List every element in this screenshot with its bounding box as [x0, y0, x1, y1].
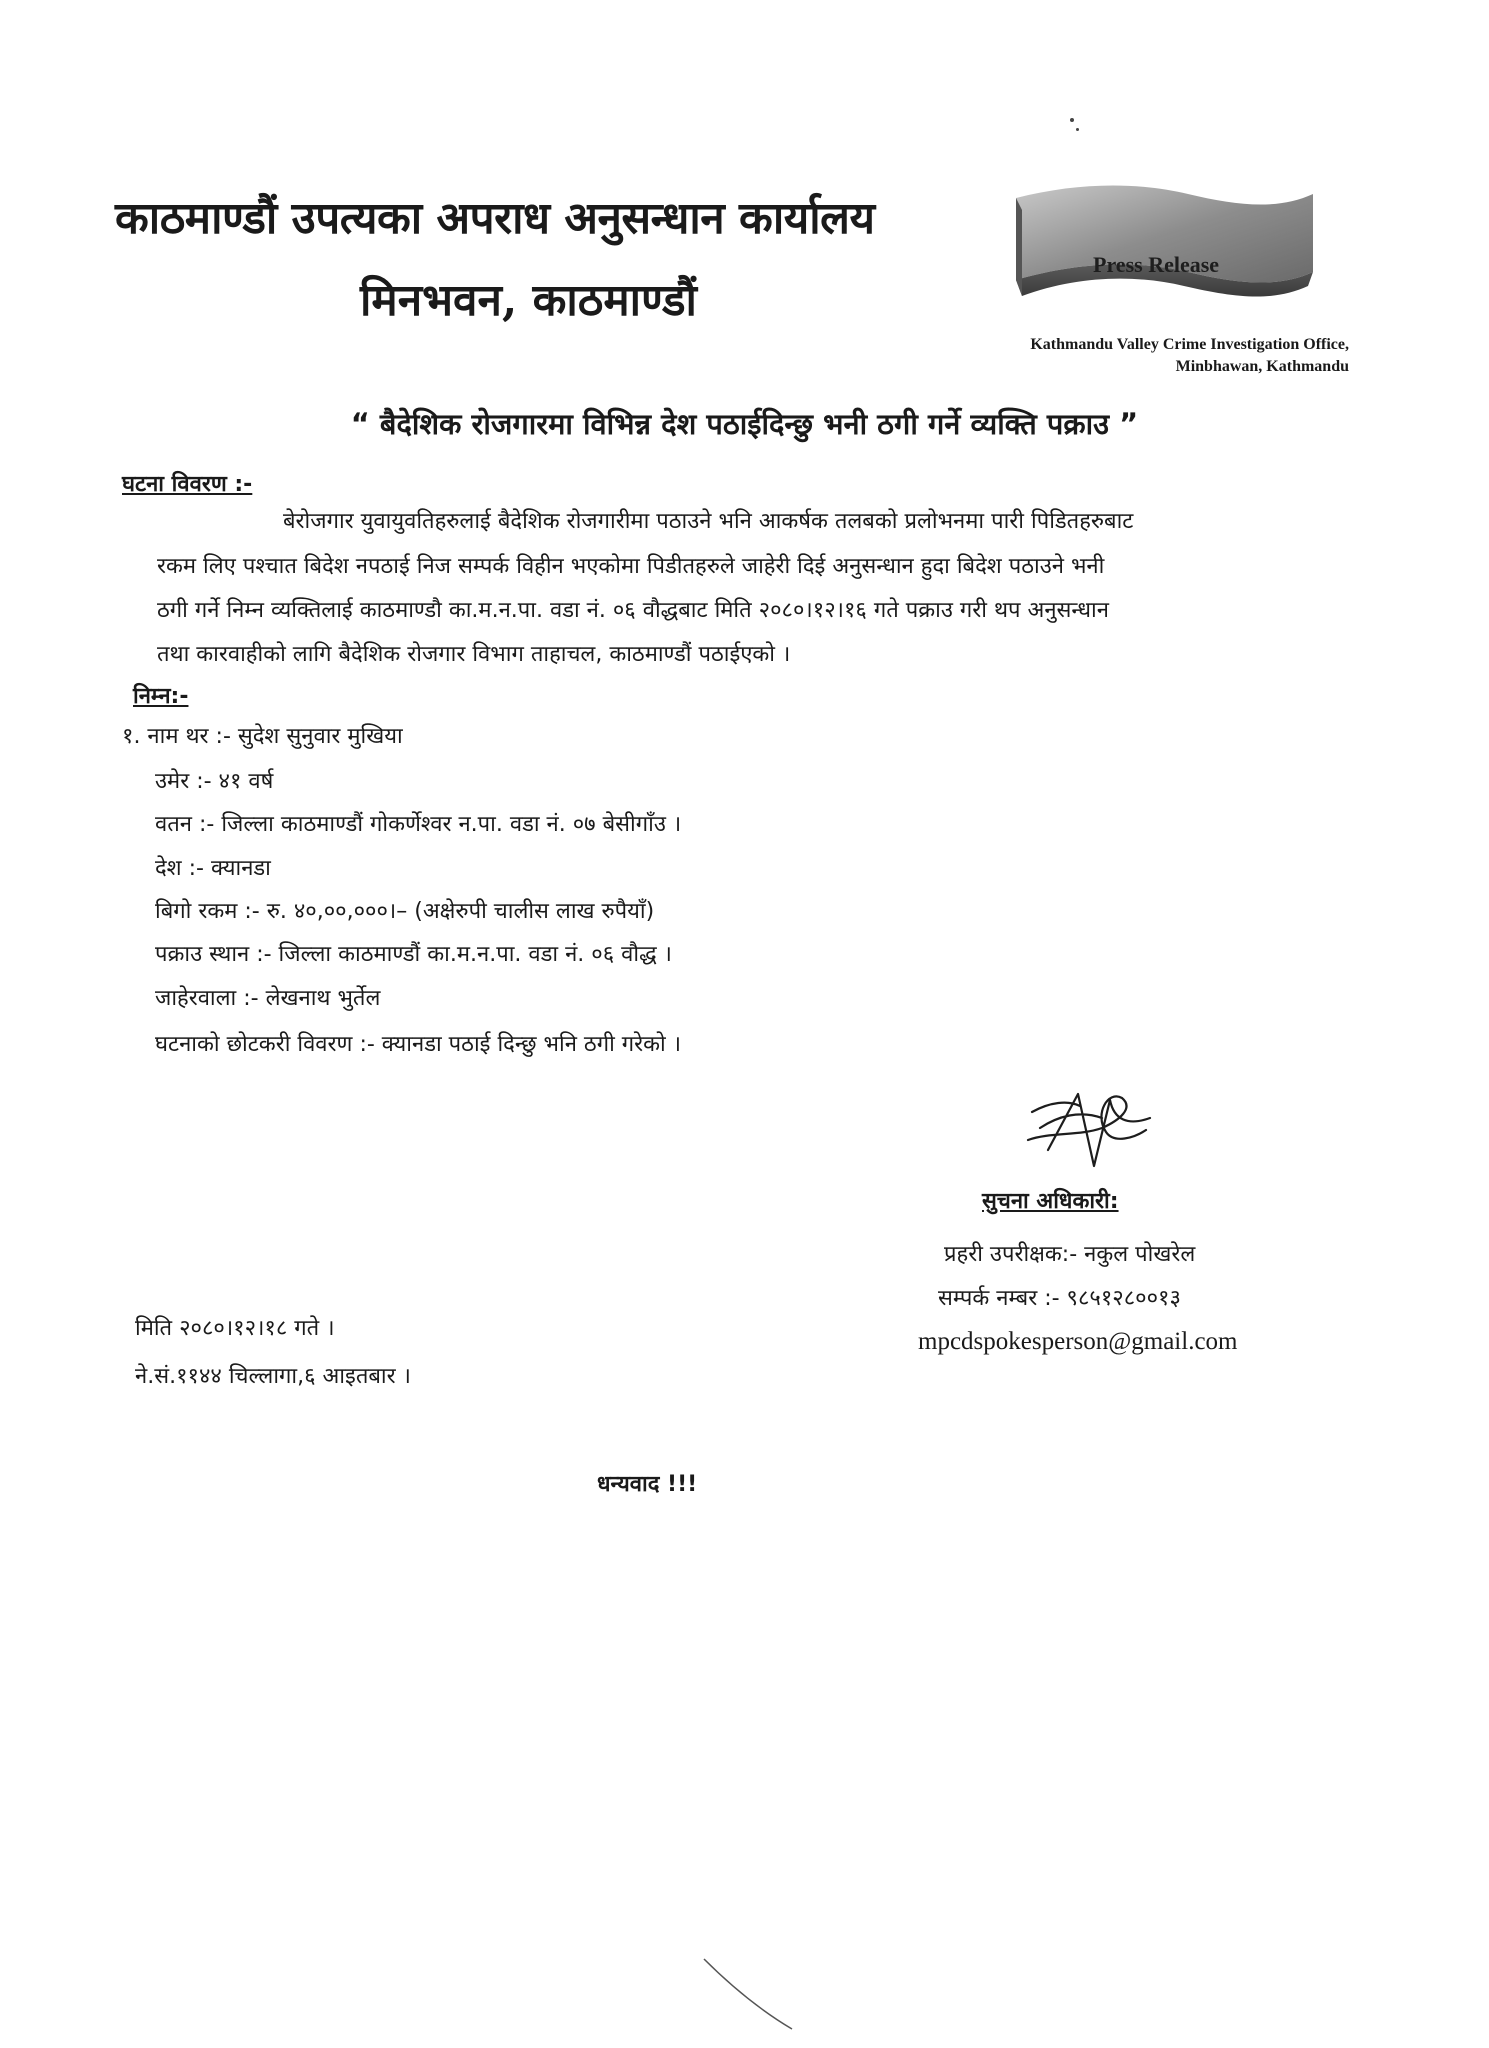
closing-thanks: धन्यवाद !!!	[597, 1472, 698, 1497]
english-office-line2: Minbhawan, Kathmandu	[1175, 358, 1349, 375]
details-label: निम्न:-	[133, 684, 189, 709]
officer-label: सुचना अधिकारी:	[982, 1189, 1119, 1214]
detail-arrest-place: पक्राउ स्थान :- जिल्ला काठमाण्डौं का.म.न.पा. वडा नं. ०६ वौद्ध ।	[155, 942, 672, 967]
detail-complainant: जाहेरवाला :- लेखनाथ भुर्तेल	[155, 986, 381, 1011]
bs-date: मिति २०८०।१२।१८ गते ।	[135, 1316, 335, 1341]
detail-summary: घटनाको छोटकरी विवरण :- क्यानडा पठाई दिन्छु भनि ठगी गरेको ।	[155, 1032, 682, 1057]
signature	[1010, 1080, 1160, 1175]
english-office-line1: Kathmandu Valley Crime Investigation Office,	[1030, 336, 1349, 353]
press-headline: “ बैदेशिक रोजगारमा विभिन्न देश पठाईदिन्छु भनी ठगी गर्ने व्यक्ति पक्राउ ”	[350, 407, 1139, 441]
incident-line-2: रकम लिए पश्चात बिदेश नपठाई निज सम्पर्क विहीन भएकोमा पिडीतहरुले जाहेरी दिई अनुसन्धान हुदा बिदेश पठाउने भनी	[157, 554, 1105, 579]
scan-mark	[700, 1955, 800, 2035]
scan-speck	[1070, 118, 1074, 122]
english-office-name	[1030, 334, 1349, 378]
scan-speck	[1076, 128, 1079, 131]
press-release-logo	[1008, 180, 1320, 312]
detail-country: देश :- क्यानडा	[155, 856, 271, 881]
officer-name: प्रहरी उपरीक्षक:- नकुल पोखरेल	[944, 1242, 1196, 1267]
officer-contact: सम्पर्क नम्बर :- ९८५१२८००१३	[938, 1286, 1181, 1311]
incident-line-1: बेरोजगार युवायुवतिहरुलाई बैदेशिक रोजगारीमा पठाउने भनि आकर्षक तलबको प्रलोभनमा पारी पिडितहरुबाट	[283, 509, 1134, 534]
detail-name: १. नाम थर :- सुदेश सुनुवार मुखिया	[122, 724, 403, 749]
office-location: मिनभवन, काठमाण्डौं	[360, 275, 697, 326]
incident-label: घटना विवरण :-	[122, 472, 253, 497]
officer-email: mpcdspokesperson@gmail.com	[918, 1328, 1238, 1355]
detail-amount: बिगो रकम :- रु. ४०,००,०००।– (अक्षेरुपी चालीस लाख रुपैयाँ)	[155, 899, 655, 924]
press-release-label: Press Release	[1093, 252, 1220, 277]
office-title: काठमाण्डौं उपत्यका अपराध अनुसन्धान कार्यालय	[115, 193, 875, 244]
ns-date: ने.सं.११४४ चिल्लागा,६ आइतबार ।	[135, 1364, 411, 1389]
detail-address: वतन :- जिल्ला काठमाण्डौं गोकर्णेश्वर न.पा. वडा नं. ०७ बेसीगाँउ ।	[155, 812, 682, 837]
incident-line-4: तथा कारवाहीको लागि बैदेशिक रोजगार विभाग ताहाचल, काठमाण्डौं पठाईएको ।	[157, 642, 791, 667]
incident-line-3: ठगी गर्ने निम्न व्यक्तिलाई काठमाण्डौ का.म.न.पा. वडा नं. ०६ वौद्धबाट मिति २०८०।१२।१६ गते पक्राउ गरी थप अनुसन्धान	[157, 598, 1109, 623]
detail-age: उमेर :- ४१ वर्ष	[155, 769, 274, 794]
